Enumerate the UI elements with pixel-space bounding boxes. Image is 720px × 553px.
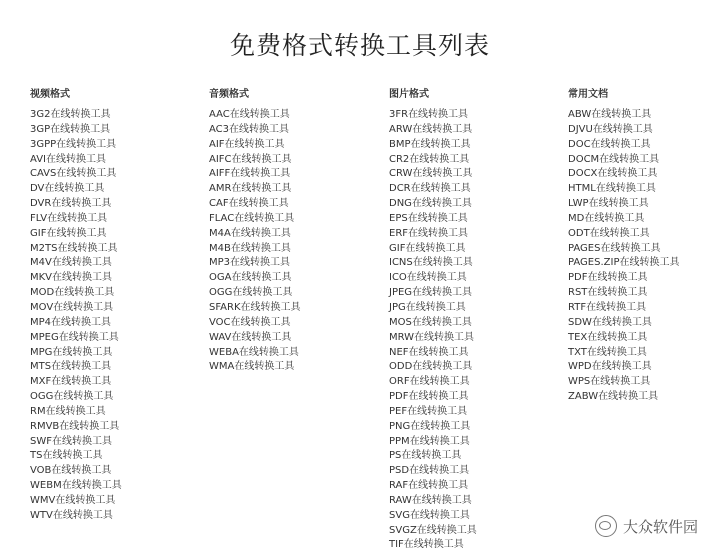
converter-link[interactable]: ARW在线转换工具 bbox=[389, 123, 473, 135]
converter-link[interactable]: GIF在线转换工具 bbox=[389, 242, 466, 254]
converter-link[interactable]: WMV在线转换工具 bbox=[30, 494, 116, 506]
converter-link[interactable]: PNG在线转换工具 bbox=[389, 420, 471, 432]
converter-link[interactable]: AMR在线转换工具 bbox=[209, 183, 292, 195]
converter-link[interactable]: PS在线转换工具 bbox=[389, 450, 462, 462]
converter-link[interactable]: DOCM在线转换工具 bbox=[568, 153, 660, 165]
converter-link[interactable]: HTML在线转换工具 bbox=[568, 183, 656, 195]
converter-link[interactable]: RAW在线转换工具 bbox=[389, 494, 472, 506]
converter-link[interactable]: 3GP在线转换工具 bbox=[30, 123, 111, 135]
column-header-video: 视频格式 bbox=[30, 89, 70, 100]
converter-link[interactable]: TIF在线转换工具 bbox=[389, 539, 464, 551]
converter-link[interactable]: OGG在线转换工具 bbox=[209, 287, 293, 299]
page-title: 免费格式转换工具列表 bbox=[229, 31, 490, 60]
converter-link[interactable]: WTV在线转换工具 bbox=[30, 509, 113, 521]
converter-link[interactable]: AAC在线转换工具 bbox=[209, 109, 290, 120]
converter-link[interactable]: DV在线转换工具 bbox=[30, 183, 105, 195]
converter-link[interactable]: ICO在线转换工具 bbox=[389, 272, 467, 284]
converter-link[interactable]: PPM在线转换工具 bbox=[389, 435, 470, 447]
document-format-list bbox=[568, 108, 720, 405]
converter-link[interactable]: M4B在线转换工具 bbox=[209, 242, 291, 254]
converter-link[interactable]: SWF在线转换工具 bbox=[30, 435, 112, 447]
converter-link[interactable]: RMVB在线转换工具 bbox=[30, 420, 120, 432]
converter-link[interactable]: PSD在线转换工具 bbox=[389, 465, 470, 477]
converter-link[interactable]: AVI在线转换工具 bbox=[30, 153, 106, 165]
converter-link[interactable]: 3G2在线转换工具 bbox=[30, 109, 111, 120]
converter-link[interactable]: CAVS在线转换工具 bbox=[30, 168, 117, 180]
column-header-document: 常用文档 bbox=[568, 89, 608, 100]
converter-link[interactable]: MD在线转换工具 bbox=[568, 212, 645, 224]
watermark bbox=[595, 515, 698, 537]
converter-link[interactable]: MOV在线转换工具 bbox=[30, 301, 114, 313]
converter-link[interactable]: M4V在线转换工具 bbox=[30, 257, 112, 269]
converter-link[interactable]: MTS在线转换工具 bbox=[30, 361, 112, 373]
converter-link[interactable]: MXF在线转换工具 bbox=[30, 376, 112, 388]
converter-link[interactable]: ICNS在线转换工具 bbox=[389, 257, 473, 269]
converter-link[interactable]: WPD在线转换工具 bbox=[568, 361, 652, 373]
converter-link[interactable]: ODT在线转换工具 bbox=[568, 227, 650, 239]
converter-link[interactable]: WPS在线转换工具 bbox=[568, 376, 651, 388]
column-audio bbox=[209, 88, 379, 375]
converter-link[interactable]: OGG在线转换工具 bbox=[30, 391, 114, 403]
converter-link[interactable]: ODD在线转换工具 bbox=[389, 361, 473, 373]
watermark-text: 大众软件园 bbox=[622, 517, 698, 536]
converter-link[interactable]: CAF在线转换工具 bbox=[209, 198, 289, 210]
column-document bbox=[568, 88, 720, 405]
converter-link[interactable]: ERF在线转换工具 bbox=[389, 227, 469, 239]
converter-link[interactable]: DJVU在线转换工具 bbox=[568, 123, 653, 135]
converter-link[interactable]: RST在线转换工具 bbox=[568, 287, 648, 299]
converter-link[interactable]: MOD在线转换工具 bbox=[30, 287, 115, 299]
converter-link[interactable]: WEBA在线转换工具 bbox=[209, 346, 299, 358]
converter-link[interactable]: SDW在线转换工具 bbox=[568, 316, 652, 328]
converter-link[interactable]: AIFF在线转换工具 bbox=[209, 168, 291, 180]
converter-link[interactable]: AIFC在线转换工具 bbox=[209, 153, 292, 165]
converter-link[interactable]: PAGES在线转换工具 bbox=[568, 242, 661, 254]
converter-link[interactable]: DVR在线转换工具 bbox=[30, 198, 112, 210]
video-format-list bbox=[30, 108, 200, 524]
column-image bbox=[389, 88, 559, 553]
converter-link[interactable]: SVG在线转换工具 bbox=[389, 509, 470, 521]
converter-link[interactable]: FLV在线转换工具 bbox=[30, 212, 108, 224]
converter-link[interactable]: MPG在线转换工具 bbox=[30, 346, 113, 358]
converter-link[interactable]: DOCX在线转换工具 bbox=[568, 168, 658, 180]
converter-link[interactable]: JPEG在线转换工具 bbox=[389, 287, 473, 299]
converter-link[interactable]: M2TS在线转换工具 bbox=[30, 242, 118, 254]
converter-link[interactable]: TXT在线转换工具 bbox=[568, 346, 647, 358]
converter-link[interactable]: RAF在线转换工具 bbox=[389, 480, 469, 492]
converter-link[interactable]: FLAC在线转换工具 bbox=[209, 212, 295, 224]
converter-link[interactable]: GIF在线转换工具 bbox=[30, 227, 107, 239]
converter-link[interactable]: 3GPP在线转换工具 bbox=[30, 138, 117, 150]
converter-link[interactable]: DOC在线转换工具 bbox=[568, 138, 651, 150]
converter-link[interactable]: OGA在线转换工具 bbox=[209, 272, 292, 284]
converter-link[interactable]: DNG在线转换工具 bbox=[389, 198, 472, 210]
converter-link[interactable]: MP4在线转换工具 bbox=[30, 316, 112, 328]
converter-link[interactable]: NEF在线转换工具 bbox=[389, 346, 469, 358]
image-format-list bbox=[389, 108, 559, 553]
column-video bbox=[30, 88, 200, 524]
converter-link[interactable]: ORF在线转换工具 bbox=[389, 376, 470, 388]
converter-link[interactable]: PDF在线转换工具 bbox=[568, 272, 648, 284]
converter-link[interactable]: RTF在线转换工具 bbox=[568, 301, 647, 313]
converter-link[interactable]: WEBM在线转换工具 bbox=[30, 480, 122, 492]
converter-link[interactable]: DCR在线转换工具 bbox=[389, 183, 471, 195]
converter-link[interactable]: MKV在线转换工具 bbox=[30, 272, 113, 284]
converter-link[interactable]: 3FR在线转换工具 bbox=[389, 109, 469, 120]
converter-link[interactable]: AC3在线转换工具 bbox=[209, 123, 290, 135]
converter-link[interactable]: SVGZ在线转换工具 bbox=[389, 524, 477, 536]
converter-link[interactable]: PAGES.ZIP在线转换工具 bbox=[568, 257, 680, 269]
converter-link[interactable]: TEX在线转换工具 bbox=[568, 331, 648, 343]
converter-link[interactable]: MP3在线转换工具 bbox=[209, 257, 291, 269]
converter-link[interactable]: MPEG在线转换工具 bbox=[30, 331, 119, 343]
converter-link[interactable]: MOS在线转换工具 bbox=[389, 316, 472, 328]
converter-link[interactable]: ZABW在线转换工具 bbox=[568, 391, 659, 403]
audio-format-list bbox=[209, 108, 379, 375]
converter-link[interactable]: WAV在线转换工具 bbox=[209, 331, 292, 343]
converter-link[interactable]: M4A在线转换工具 bbox=[209, 227, 291, 239]
converter-link[interactable]: PEF在线转换工具 bbox=[389, 405, 468, 417]
column-header-audio: 音频格式 bbox=[209, 89, 249, 100]
converter-link[interactable]: RM在线转换工具 bbox=[30, 405, 106, 417]
converter-link[interactable]: AIF在线转换工具 bbox=[209, 138, 285, 150]
converter-link[interactable]: TS在线转换工具 bbox=[30, 450, 103, 462]
converter-link[interactable]: EPS在线转换工具 bbox=[389, 212, 468, 224]
converter-link[interactable]: SFARK在线转换工具 bbox=[209, 301, 301, 313]
converter-link[interactable]: CR2在线转换工具 bbox=[389, 153, 470, 165]
converter-link[interactable]: VOC在线转换工具 bbox=[209, 316, 291, 328]
converter-link[interactable]: CRW在线转换工具 bbox=[389, 168, 473, 180]
converter-link[interactable]: ABW在线转换工具 bbox=[568, 109, 652, 120]
converter-link[interactable]: MRW在线转换工具 bbox=[389, 331, 475, 343]
converter-link[interactable]: PDF在线转换工具 bbox=[389, 391, 469, 403]
converter-link[interactable]: VOB在线转换工具 bbox=[30, 465, 112, 477]
converter-link[interactable]: WMA在线转换工具 bbox=[209, 361, 295, 373]
converter-link[interactable]: JPG在线转换工具 bbox=[389, 301, 466, 313]
converter-link[interactable]: LWP在线转换工具 bbox=[568, 198, 649, 210]
wechat-icon bbox=[595, 515, 617, 537]
converter-link[interactable]: BMP在线转换工具 bbox=[389, 138, 471, 150]
column-header-image: 图片格式 bbox=[389, 89, 429, 100]
